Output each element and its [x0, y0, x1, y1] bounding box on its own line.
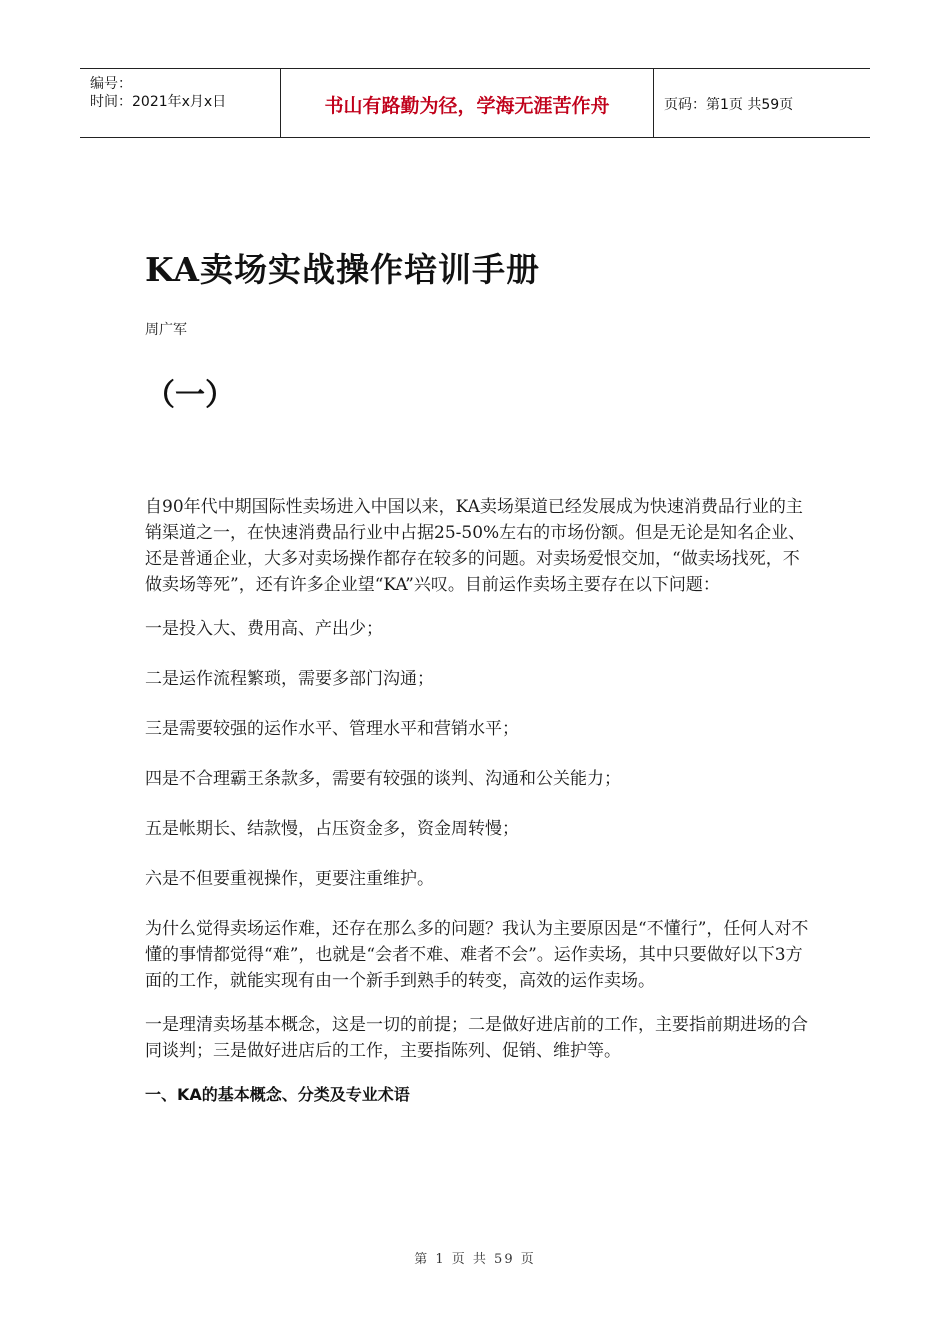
header-motto-cell: [281, 69, 654, 137]
problem-item-2: 二是运作流程繁琐，需要多部门沟通；: [145, 669, 434, 689]
intro-paragraph: 自90年代中期国际性卖场进入中国以来，KA卖场渠道已经发展成为快速消费品行业的主销渠道之一，在快速消费品行业中占据25-50%左右的市场份额。但是无论是知名企业、还是普通企业，大多对卖场操作都存在较多的问题。对卖场爱恨交加，“做卖场找死，不做卖场等死”，还有许多企业望“KA”兴叹。目前运作卖场主要存在以下问题：: [145, 497, 806, 595]
document-author: 周广军: [145, 322, 187, 338]
section-subheading: 一、KA的基本概念、分类及专业术语: [145, 1085, 410, 1104]
header-page-cell: [654, 69, 870, 137]
problem-item-3: 三是需要较强的运作水平、管理水平和营销水平；: [145, 719, 519, 739]
problem-item-6: 六是不但要重视操作，更要注重维护。: [145, 869, 434, 889]
problem-item-5: 五是帐期长、结款慢，占压资金多，资金周转慢；: [145, 819, 519, 839]
header-motto: 书山有路勤为径，学海无涯苦作舟: [324, 95, 610, 117]
header-page-code: 页码：第1页 共59页: [664, 97, 794, 113]
steps-paragraph: 一是理清卖场基本概念，这是一切的前提；二是做好进店前的工作，主要指前期进场的合同谈判；三是做好进店后的工作，主要指陈列、促销、维护等。: [145, 1015, 808, 1061]
document-number-label: 编号：: [90, 76, 132, 92]
section-number: （一）: [145, 378, 235, 413]
reason-paragraph: 为什么觉得卖场运作难，还存在那么多的问题？我认为主要原因是“不懂行”，任何人对不懂的事情都觉得“难”，也就是“会者不难、难者不会”。运作卖场，其中只要做好以下3方面的工作，就能实现有由一个新手到熟手的转变，高效的运作卖场。: [145, 919, 809, 991]
document-body: [145, 494, 810, 1108]
header-info-cell: [80, 69, 281, 137]
document-title: KA卖场实战操作培训手册: [145, 250, 540, 289]
document-header: [80, 68, 870, 138]
problem-item-4: 四是不合理霸王条款多，需要有较强的谈判、沟通和公关能力；: [145, 769, 621, 789]
document-date: 时间：2021年x月x日: [90, 94, 227, 110]
page-footer: 第 1 页 共 59 页: [414, 1252, 536, 1267]
problem-item-1: 一是投入大、费用高、产出少；: [145, 619, 383, 639]
